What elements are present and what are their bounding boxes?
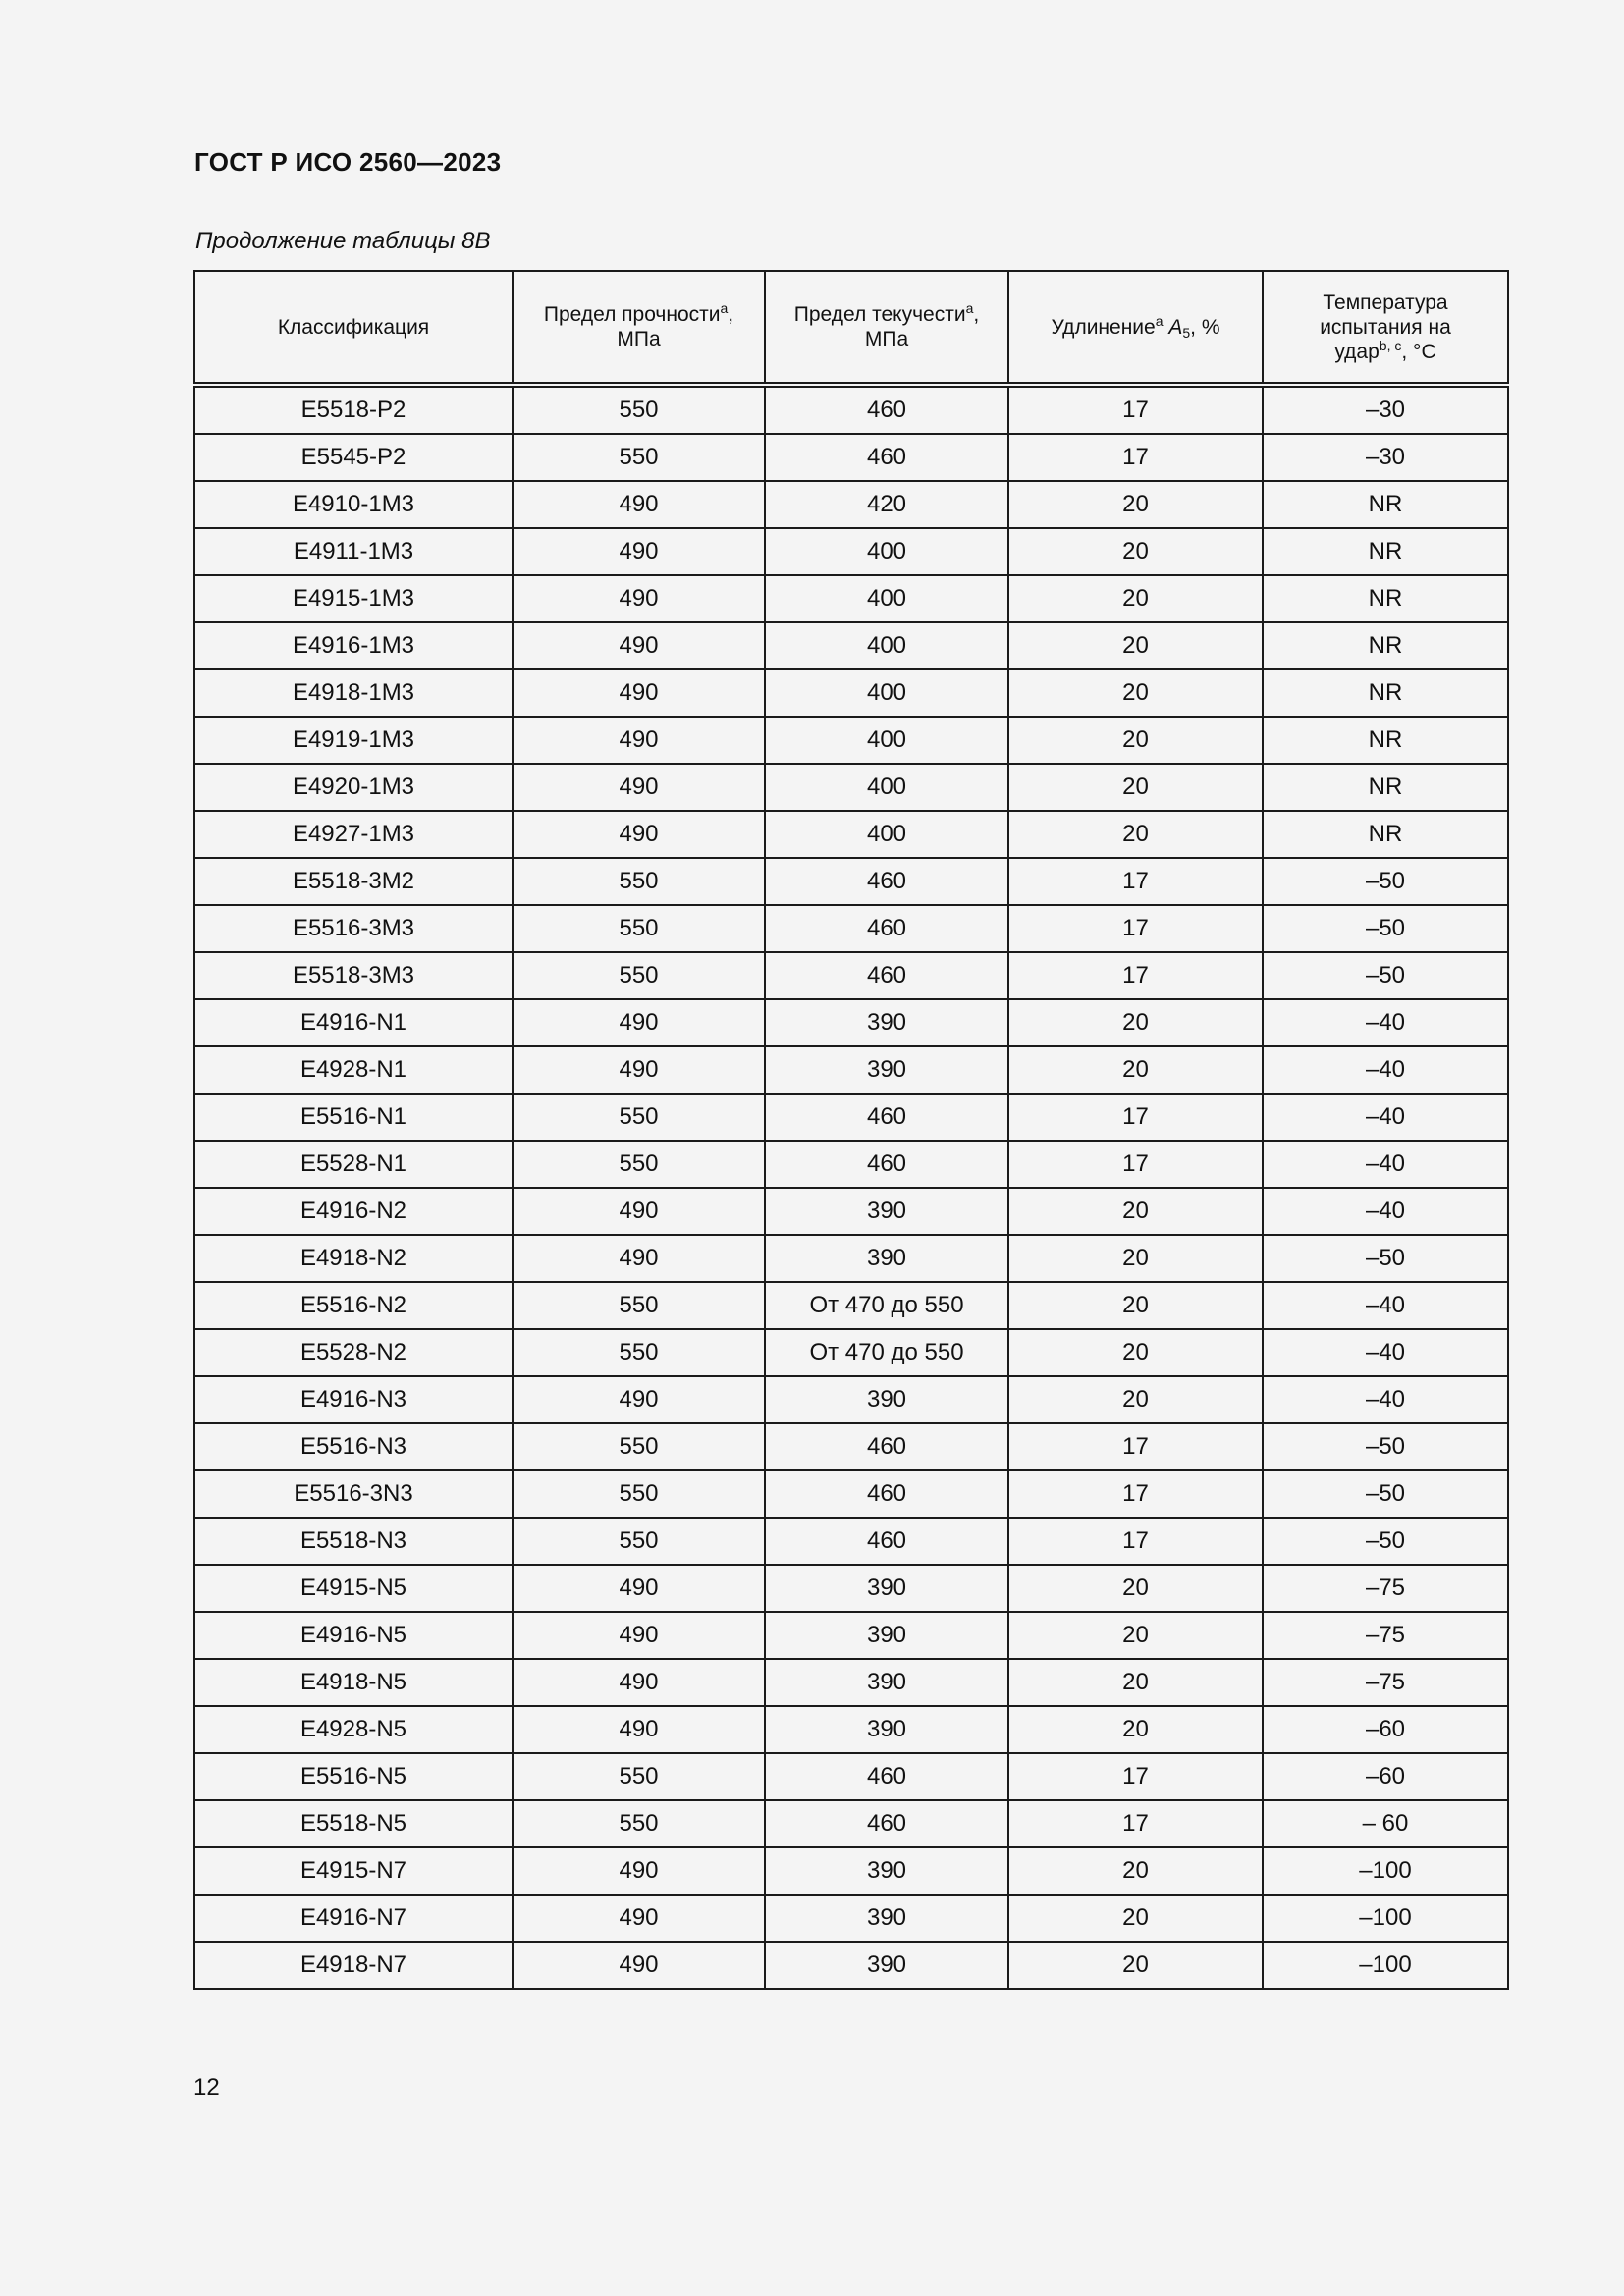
cell-tensile-strength: 550 [513, 1470, 765, 1518]
cell-classification: E4910-1M3 [194, 481, 513, 528]
cell-classification: E5516-3N3 [194, 1470, 513, 1518]
cell-elongation: 20 [1008, 811, 1263, 858]
header-tensile-strength [513, 271, 765, 385]
table-row [194, 1800, 1508, 1847]
header-elongation-footnote: a [1155, 312, 1164, 329]
cell-classification: E4927-1M3 [194, 811, 513, 858]
cell-yield-strength: 390 [765, 1706, 1008, 1753]
cell-impact-temperature: –100 [1263, 1942, 1508, 1989]
table-row [194, 1141, 1508, 1188]
cell-classification: E5518-3M2 [194, 858, 513, 905]
cell-tensile-strength: 490 [513, 717, 765, 764]
table-row [194, 1895, 1508, 1942]
cell-classification: E5516-N1 [194, 1094, 513, 1141]
table-row [194, 385, 1508, 434]
cell-elongation: 17 [1008, 1470, 1263, 1518]
cell-classification: E4920-1M3 [194, 764, 513, 811]
table-row [194, 1329, 1508, 1376]
cell-elongation: 17 [1008, 1423, 1263, 1470]
cell-classification: E5528-N1 [194, 1141, 513, 1188]
cell-classification: E4918-1M3 [194, 669, 513, 717]
cell-yield-strength: 390 [765, 1376, 1008, 1423]
cell-impact-temperature: –40 [1263, 1376, 1508, 1423]
cell-impact-temperature: –75 [1263, 1565, 1508, 1612]
cell-yield-strength: 390 [765, 999, 1008, 1046]
properties-table [193, 270, 1509, 1990]
cell-tensile-strength: 490 [513, 575, 765, 622]
header-strength-comma: , [728, 303, 734, 326]
cell-yield-strength: 390 [765, 1565, 1008, 1612]
cell-impact-temperature: –50 [1263, 1235, 1508, 1282]
table-row [194, 1565, 1508, 1612]
cell-tensile-strength: 550 [513, 434, 765, 481]
header-classification-label: Классификация [277, 315, 430, 339]
cell-yield-strength: От 470 до 550 [765, 1282, 1008, 1329]
cell-tensile-strength: 490 [513, 1659, 765, 1706]
cell-impact-temperature: NR [1263, 575, 1508, 622]
header-elongation-symbol: A [1168, 315, 1183, 339]
table-row [194, 481, 1508, 528]
cell-yield-strength: 390 [765, 1235, 1008, 1282]
cell-yield-strength: 390 [765, 1188, 1008, 1235]
header-impact-temperature [1263, 271, 1508, 385]
cell-classification: E5518-N5 [194, 1800, 513, 1847]
cell-yield-strength: 390 [765, 1895, 1008, 1942]
cell-elongation: 20 [1008, 481, 1263, 528]
cell-yield-strength: 400 [765, 528, 1008, 575]
cell-tensile-strength: 490 [513, 1895, 765, 1942]
header-strength-unit: МПа [617, 328, 661, 350]
cell-elongation: 17 [1008, 434, 1263, 481]
cell-tensile-strength: 490 [513, 1706, 765, 1753]
header-elongation [1008, 271, 1263, 385]
cell-impact-temperature: –100 [1263, 1895, 1508, 1942]
cell-impact-temperature: NR [1263, 669, 1508, 717]
cell-impact-temperature: –40 [1263, 1282, 1508, 1329]
cell-tensile-strength: 490 [513, 811, 765, 858]
table-row [194, 717, 1508, 764]
cell-impact-temperature: –40 [1263, 1094, 1508, 1141]
table-row [194, 434, 1508, 481]
cell-classification: E5545-P2 [194, 434, 513, 481]
cell-classification: E4918-N2 [194, 1235, 513, 1282]
table-row [194, 1235, 1508, 1282]
header-yield-unit: МПа [864, 328, 909, 350]
cell-tensile-strength: 490 [513, 1376, 765, 1423]
cell-tensile-strength: 490 [513, 528, 765, 575]
cell-tensile-strength: 490 [513, 481, 765, 528]
header-elongation-subscript: 5 [1182, 324, 1191, 341]
cell-tensile-strength: 490 [513, 1188, 765, 1235]
cell-classification: E5516-N5 [194, 1753, 513, 1800]
cell-yield-strength: 460 [765, 1094, 1008, 1141]
cell-yield-strength: 460 [765, 858, 1008, 905]
table-row [194, 1094, 1508, 1141]
cell-elongation: 20 [1008, 1659, 1263, 1706]
cell-classification: E4915-N7 [194, 1847, 513, 1895]
table-row [194, 622, 1508, 669]
table-row [194, 905, 1508, 952]
cell-elongation: 20 [1008, 622, 1263, 669]
cell-yield-strength: 460 [765, 1470, 1008, 1518]
cell-yield-strength: 400 [765, 622, 1008, 669]
cell-elongation: 17 [1008, 952, 1263, 999]
cell-impact-temperature: –30 [1263, 434, 1508, 481]
cell-elongation: 20 [1008, 575, 1263, 622]
cell-tensile-strength: 550 [513, 1329, 765, 1376]
cell-yield-strength: 420 [765, 481, 1008, 528]
table-row [194, 764, 1508, 811]
table-row [194, 1376, 1508, 1423]
cell-elongation: 20 [1008, 1282, 1263, 1329]
cell-elongation: 20 [1008, 1376, 1263, 1423]
header-temp-line2: испытания на [1320, 315, 1451, 339]
page-number: 12 [193, 2074, 220, 2101]
cell-tensile-strength: 490 [513, 622, 765, 669]
cell-elongation: 17 [1008, 1518, 1263, 1565]
table-row [194, 952, 1508, 999]
cell-impact-temperature: –50 [1263, 952, 1508, 999]
cell-classification: E4928-N5 [194, 1706, 513, 1753]
cell-yield-strength: 460 [765, 1800, 1008, 1847]
cell-impact-temperature: –75 [1263, 1612, 1508, 1659]
cell-tensile-strength: 550 [513, 905, 765, 952]
cell-elongation: 20 [1008, 1046, 1263, 1094]
cell-yield-strength: 400 [765, 669, 1008, 717]
cell-impact-temperature: NR [1263, 811, 1508, 858]
cell-yield-strength: 400 [765, 811, 1008, 858]
cell-impact-temperature: –75 [1263, 1659, 1508, 1706]
cell-classification: E4918-N5 [194, 1659, 513, 1706]
cell-impact-temperature: –50 [1263, 1518, 1508, 1565]
cell-classification: E4916-N2 [194, 1188, 513, 1235]
table-row [194, 669, 1508, 717]
cell-classification: E4916-N7 [194, 1895, 513, 1942]
cell-yield-strength: 460 [765, 952, 1008, 999]
cell-elongation: 20 [1008, 764, 1263, 811]
cell-tensile-strength: 490 [513, 764, 765, 811]
cell-impact-temperature: –40 [1263, 1141, 1508, 1188]
cell-yield-strength: 400 [765, 764, 1008, 811]
table-row [194, 999, 1508, 1046]
cell-elongation: 20 [1008, 717, 1263, 764]
cell-elongation: 17 [1008, 1800, 1263, 1847]
cell-elongation: 20 [1008, 669, 1263, 717]
table-row [194, 1659, 1508, 1706]
cell-yield-strength: 390 [765, 1612, 1008, 1659]
document-header: ГОСТ Р ИСО 2560—2023 [194, 147, 502, 177]
table-row [194, 528, 1508, 575]
cell-classification: E5516-3M3 [194, 905, 513, 952]
cell-yield-strength: 390 [765, 1046, 1008, 1094]
cell-elongation: 17 [1008, 1753, 1263, 1800]
header-yield-comma: , [973, 303, 980, 326]
table-row [194, 1612, 1508, 1659]
cell-elongation: 17 [1008, 385, 1263, 434]
cell-tensile-strength: 550 [513, 1094, 765, 1141]
cell-yield-strength: 460 [765, 1753, 1008, 1800]
cell-classification: E5516-N3 [194, 1423, 513, 1470]
cell-yield-strength: 460 [765, 1423, 1008, 1470]
header-yield-footnote: a [965, 300, 974, 316]
cell-impact-temperature: NR [1263, 481, 1508, 528]
cell-yield-strength: 460 [765, 1141, 1008, 1188]
header-temp-footnote: b, c [1379, 337, 1402, 353]
cell-elongation: 17 [1008, 858, 1263, 905]
cell-impact-temperature: –60 [1263, 1706, 1508, 1753]
table-row [194, 1188, 1508, 1235]
table-row [194, 1847, 1508, 1895]
cell-classification: E5518-3M3 [194, 952, 513, 999]
table-row [194, 811, 1508, 858]
cell-elongation: 20 [1008, 1847, 1263, 1895]
header-strength-text: Предел прочности [543, 303, 721, 326]
cell-tensile-strength: 550 [513, 385, 765, 434]
cell-tensile-strength: 490 [513, 1565, 765, 1612]
header-elongation-unit: , % [1190, 315, 1220, 339]
cell-classification: E4915-1M3 [194, 575, 513, 622]
cell-impact-temperature: –30 [1263, 385, 1508, 434]
cell-tensile-strength: 490 [513, 1046, 765, 1094]
header-strength-footnote: a [720, 300, 729, 316]
cell-yield-strength: 390 [765, 1847, 1008, 1895]
table-row [194, 1470, 1508, 1518]
cell-impact-temperature: NR [1263, 764, 1508, 811]
header-yield-strength [765, 271, 1008, 385]
cell-tensile-strength: 490 [513, 1612, 765, 1659]
table-row [194, 575, 1508, 622]
cell-yield-strength: 400 [765, 575, 1008, 622]
cell-tensile-strength: 490 [513, 1235, 765, 1282]
cell-impact-temperature: – 60 [1263, 1800, 1508, 1847]
cell-tensile-strength: 550 [513, 1141, 765, 1188]
header-yield-text: Предел текучести [793, 303, 966, 326]
cell-tensile-strength: 550 [513, 1282, 765, 1329]
cell-impact-temperature: –50 [1263, 1470, 1508, 1518]
cell-impact-temperature: –50 [1263, 905, 1508, 952]
cell-tensile-strength: 550 [513, 1423, 765, 1470]
table-row [194, 858, 1508, 905]
cell-classification: E4919-1M3 [194, 717, 513, 764]
cell-classification: E5518-P2 [194, 385, 513, 434]
cell-tensile-strength: 490 [513, 999, 765, 1046]
header-temp-line3: удар [1334, 340, 1380, 363]
cell-elongation: 17 [1008, 1094, 1263, 1141]
cell-yield-strength: 390 [765, 1942, 1008, 1989]
cell-elongation: 20 [1008, 999, 1263, 1046]
cell-classification: E4918-N7 [194, 1942, 513, 1989]
cell-yield-strength: 460 [765, 434, 1008, 481]
cell-yield-strength: 460 [765, 905, 1008, 952]
cell-classification: E4928-N1 [194, 1046, 513, 1094]
table-body [194, 385, 1508, 1989]
cell-classification: E4916-1M3 [194, 622, 513, 669]
table-row [194, 1046, 1508, 1094]
table-row [194, 1706, 1508, 1753]
cell-classification: E5516-N2 [194, 1282, 513, 1329]
table-row [194, 1942, 1508, 1989]
cell-impact-temperature: –50 [1263, 858, 1508, 905]
table-row [194, 1423, 1508, 1470]
cell-tensile-strength: 550 [513, 858, 765, 905]
cell-elongation: 20 [1008, 1612, 1263, 1659]
cell-impact-temperature: –40 [1263, 999, 1508, 1046]
cell-elongation: 20 [1008, 1235, 1263, 1282]
table-row [194, 1518, 1508, 1565]
header-temp-unit: , °C [1401, 340, 1436, 363]
cell-elongation: 17 [1008, 905, 1263, 952]
cell-classification: E5528-N2 [194, 1329, 513, 1376]
cell-yield-strength: 390 [765, 1659, 1008, 1706]
cell-tensile-strength: 550 [513, 952, 765, 999]
cell-tensile-strength: 490 [513, 1847, 765, 1895]
table-row [194, 1282, 1508, 1329]
cell-tensile-strength: 550 [513, 1753, 765, 1800]
cell-impact-temperature: –40 [1263, 1329, 1508, 1376]
cell-classification: E4916-N1 [194, 999, 513, 1046]
cell-elongation: 20 [1008, 1706, 1263, 1753]
cell-impact-temperature: NR [1263, 717, 1508, 764]
cell-elongation: 20 [1008, 528, 1263, 575]
cell-elongation: 20 [1008, 1895, 1263, 1942]
cell-tensile-strength: 550 [513, 1800, 765, 1847]
cell-impact-temperature: NR [1263, 622, 1508, 669]
cell-tensile-strength: 490 [513, 1942, 765, 1989]
header-temp-line1: Температура [1323, 291, 1448, 314]
cell-impact-temperature: NR [1263, 528, 1508, 575]
cell-impact-temperature: –40 [1263, 1046, 1508, 1094]
cell-yield-strength: 460 [765, 1518, 1008, 1565]
table-row [194, 1753, 1508, 1800]
cell-yield-strength: 460 [765, 385, 1008, 434]
table-caption: Продолжение таблицы 8В [195, 228, 491, 254]
cell-impact-temperature: –40 [1263, 1188, 1508, 1235]
header-elongation-text: Удлинение [1051, 315, 1156, 339]
cell-elongation: 20 [1008, 1565, 1263, 1612]
cell-impact-temperature: –60 [1263, 1753, 1508, 1800]
cell-classification: E4911-1M3 [194, 528, 513, 575]
cell-elongation: 20 [1008, 1188, 1263, 1235]
cell-impact-temperature: –50 [1263, 1423, 1508, 1470]
cell-tensile-strength: 550 [513, 1518, 765, 1565]
cell-yield-strength: От 470 до 550 [765, 1329, 1008, 1376]
cell-classification: E4915-N5 [194, 1565, 513, 1612]
header-classification [194, 271, 513, 385]
cell-yield-strength: 400 [765, 717, 1008, 764]
cell-tensile-strength: 490 [513, 669, 765, 717]
cell-classification: E5518-N3 [194, 1518, 513, 1565]
table-header-row [194, 271, 1508, 385]
cell-classification: E4916-N3 [194, 1376, 513, 1423]
cell-elongation: 17 [1008, 1141, 1263, 1188]
cell-impact-temperature: –100 [1263, 1847, 1508, 1895]
cell-elongation: 20 [1008, 1942, 1263, 1989]
cell-elongation: 20 [1008, 1329, 1263, 1376]
cell-classification: E4916-N5 [194, 1612, 513, 1659]
